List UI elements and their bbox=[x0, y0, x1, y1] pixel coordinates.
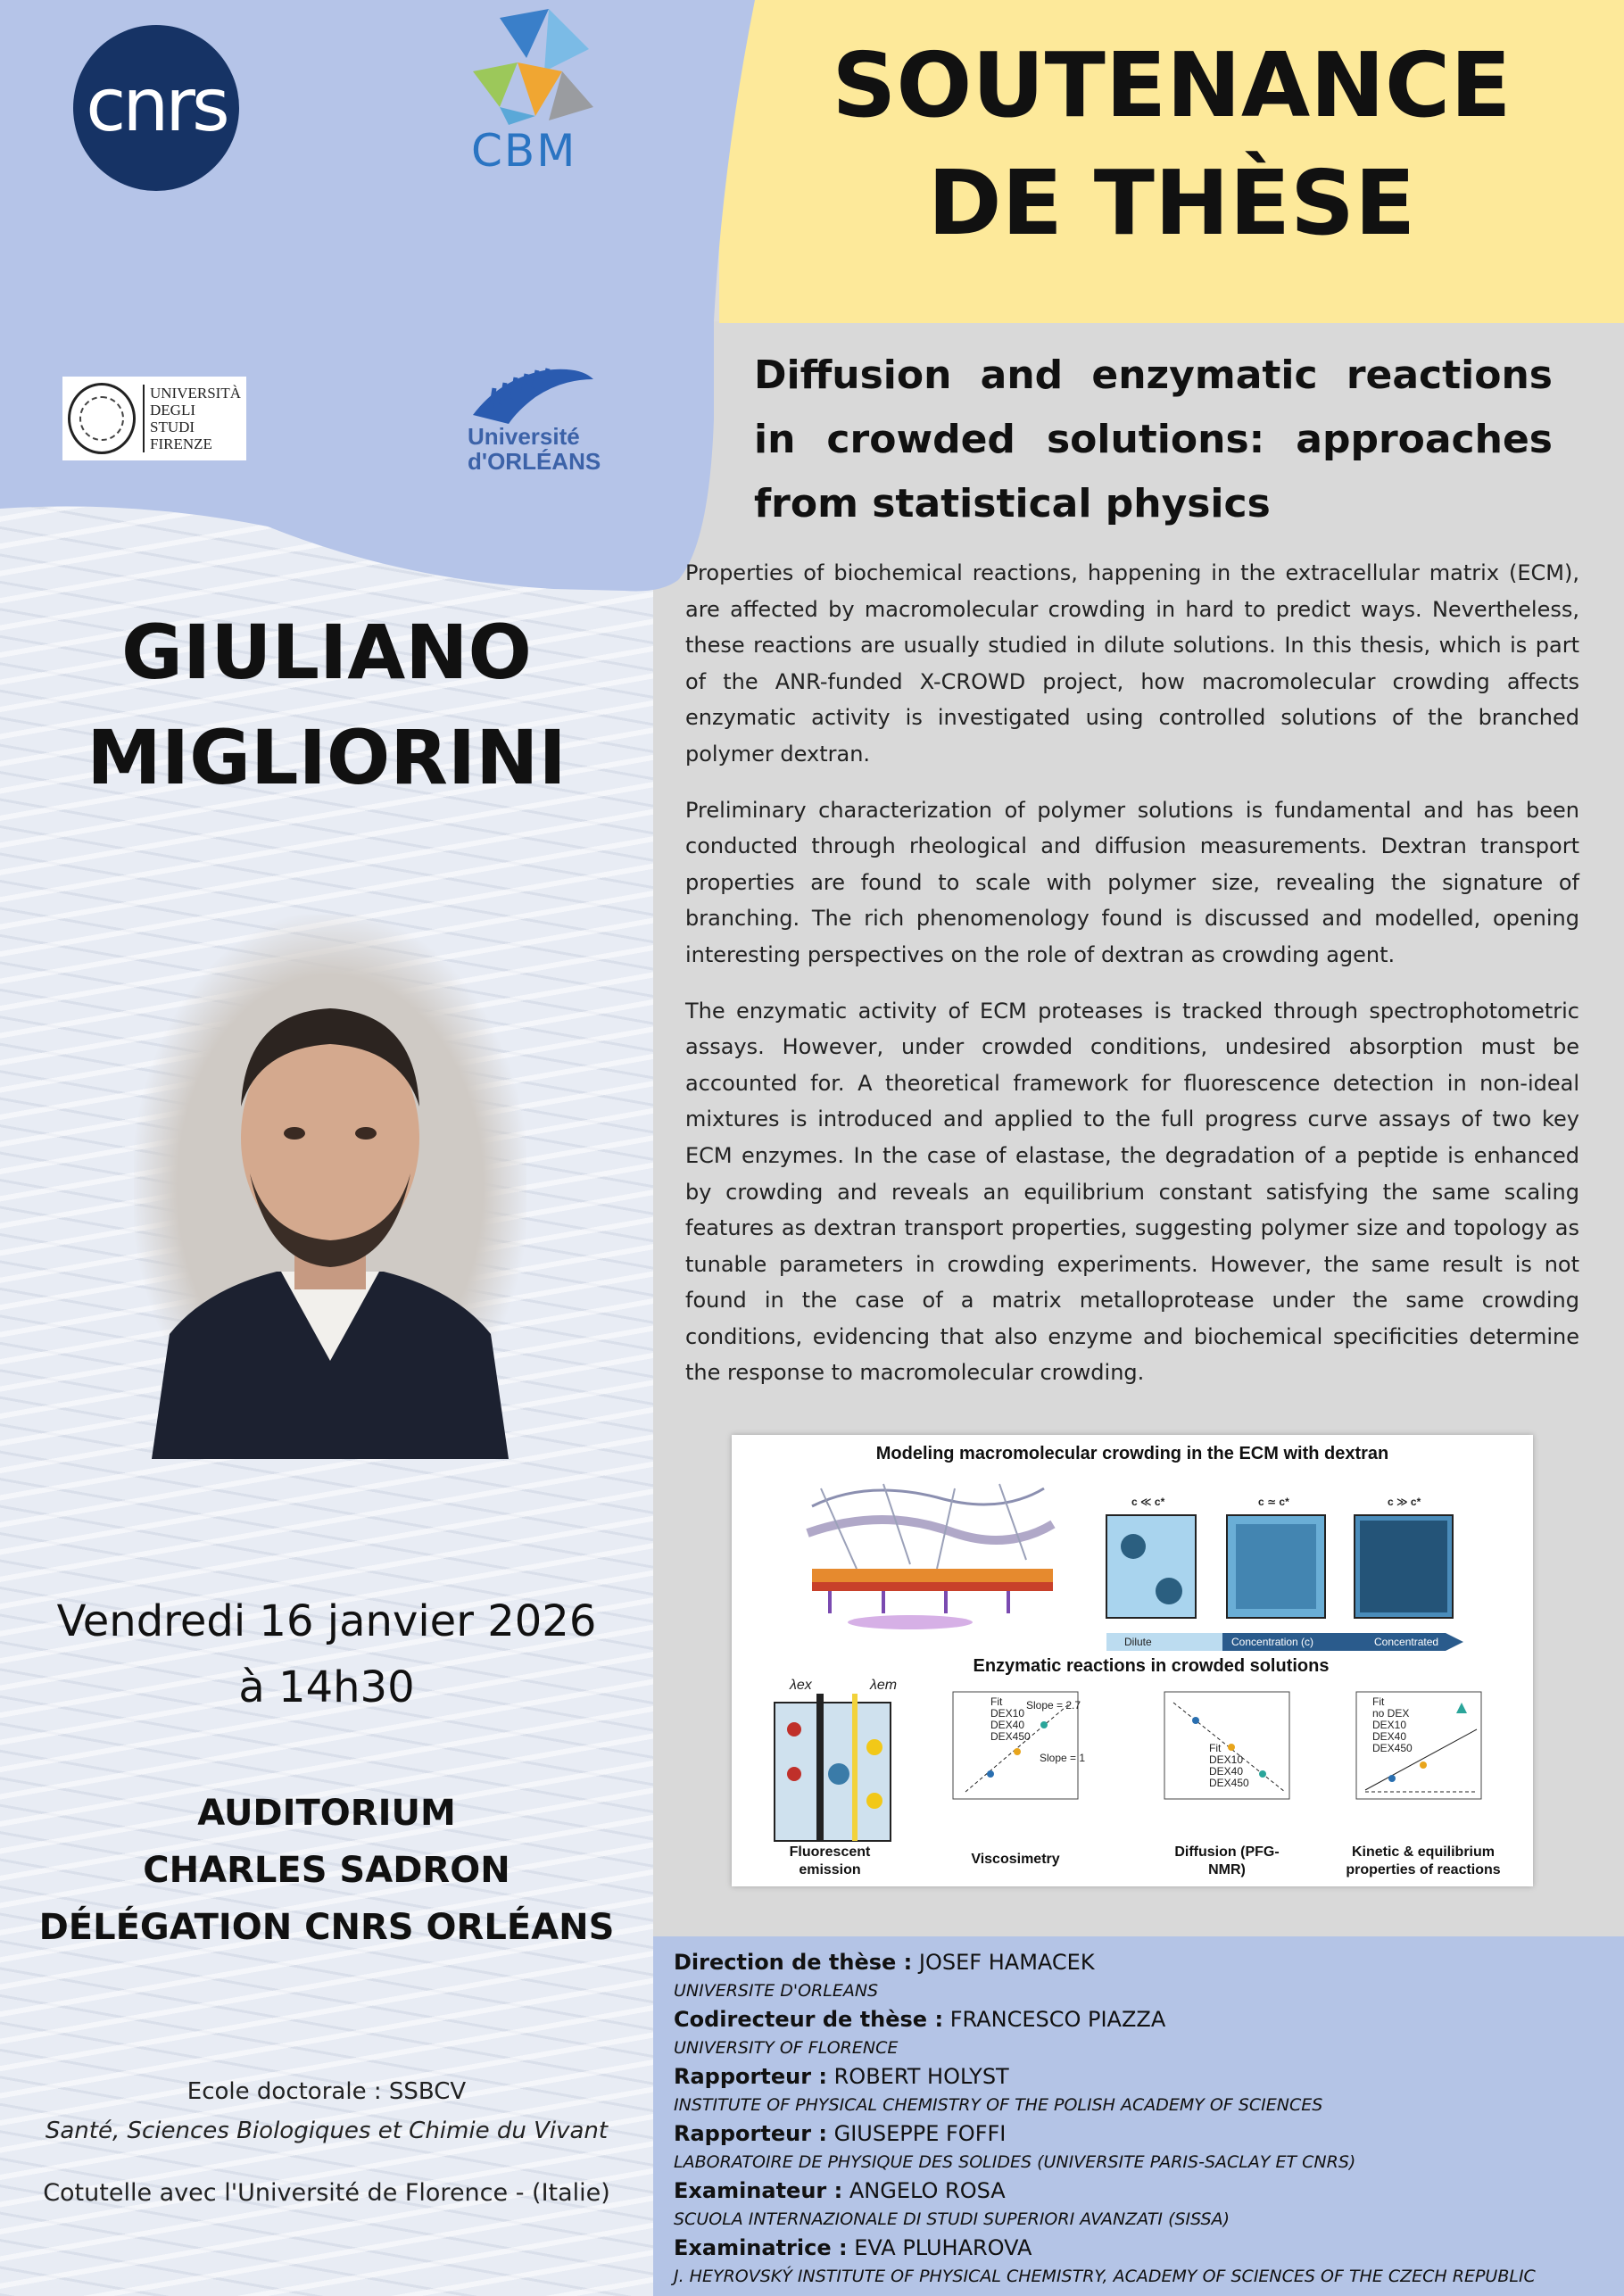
candidate-first-name: GIULIANO bbox=[121, 609, 532, 696]
jury-role: Rapporteur : bbox=[674, 2121, 827, 2146]
jury-affiliation: INSTITUTE OF PHYSICAL CHEMISTRY OF THE POLISH ACADEMY OF SCIENCES bbox=[674, 2095, 1323, 2115]
event-venue bbox=[0, 1785, 653, 1956]
fluorescence-cuvette bbox=[775, 1694, 891, 1841]
jury-affiliation: UNIVERSITY OF FLORENCE bbox=[674, 2038, 899, 2058]
jury-name: ANGELO ROSA bbox=[849, 2178, 1006, 2203]
jury-member-line bbox=[674, 2061, 1620, 2092]
jury-name: GIUSEPPE FOFFI bbox=[833, 2121, 1007, 2146]
cnrs-logo: cnrs bbox=[73, 25, 239, 191]
lambda-em-label: λem bbox=[870, 1678, 898, 1693]
jury-affiliation: J. HEYROVSKÝ INSTITUTE OF PHYSICAL CHEMISTRY, ACADEMY OF SCIENCES OF THE CZECH REPUBLIC bbox=[674, 2267, 1536, 2286]
jury-name: JOSEF HAMACEK bbox=[918, 1950, 1095, 1975]
firenze-logo-text: UNIVERSITÀ DEGLI STUDI FIRENZE bbox=[143, 385, 241, 452]
summary-figure bbox=[732, 1435, 1533, 1886]
jury-member bbox=[674, 2176, 1620, 2233]
arrow-label-concentrated: Concentrated bbox=[1374, 1636, 1439, 1648]
venue-line-2: CHARLES SADRON bbox=[143, 1850, 510, 1891]
lambda-ex-label: λex bbox=[790, 1678, 812, 1693]
jury-role: Examinateur : bbox=[674, 2178, 843, 2203]
jury-affiliation: LABORATOIRE DE PHYSIQUE DES SOLIDES (UNIVERSITE PARIS-SACLAY ET CNRS) bbox=[674, 2152, 1356, 2172]
portrait-illustration bbox=[134, 915, 526, 1459]
figure-title: Modeling macromolecular crowding in the ECM with dextran bbox=[875, 1444, 1389, 1463]
jury-role: Codirecteur de thèse : bbox=[674, 2007, 944, 2032]
candidate-photo bbox=[134, 915, 526, 1459]
jury-role: Rapporteur : bbox=[674, 2064, 827, 2089]
title-line-1: SOUTENANCE bbox=[832, 33, 1512, 137]
jury-member bbox=[674, 2233, 1620, 2290]
slope-label-2: Slope = 1 bbox=[1040, 1752, 1086, 1764]
cotutelle-note: Cotutelle avec l'Université de Florence - (Italie) bbox=[43, 2179, 610, 2207]
event-date bbox=[0, 1588, 653, 1720]
caption-kinetic: Kinetic & equilibrium properties of reactions bbox=[1346, 1844, 1501, 1877]
jury-role: Examinatrice : bbox=[674, 2235, 848, 2260]
jury-member bbox=[674, 2061, 1620, 2118]
jury-name: EVA PLUHAROVA bbox=[854, 2235, 1032, 2260]
doctoral-school-full-name: Santé, Sciences Biologiques et Chimie du Vivant bbox=[45, 2118, 609, 2144]
venue-line-3: DÉLÉGATION CNRS ORLÉANS bbox=[38, 1907, 615, 1948]
orleans-logo-text-1: Université bbox=[468, 423, 580, 450]
caption-viscosimetry: Viscosimetry bbox=[971, 1852, 1060, 1867]
jury-name: FRANCESCO PIAZZA bbox=[949, 2007, 1166, 2032]
figure-subtitle: Enzymatic reactions in crowded solutions bbox=[973, 1656, 1330, 1676]
cbm-logo-text: CBM bbox=[471, 125, 577, 177]
jury-list bbox=[674, 1947, 1620, 2290]
arrow-label-concentration: Concentration (c) bbox=[1231, 1636, 1314, 1648]
jury-affiliation: SCUOLA INTERNAZIONALE DI STUDI SUPERIORI AVANZATI (SISSA) bbox=[674, 2209, 1230, 2229]
candidate-name bbox=[0, 600, 653, 810]
abstract-paragraph: Properties of biochemical reactions, happening in the extracellular matrix (ECM), are affected by macromolecular crowding in hard to predict ways. Nevertheless, these reactions are usually studied in dilute solutions. In this thesis, which is part of the ANR-funded X-CROWD project, how macromolecular crowding affects enzymatic activity is investigated using controlled solutions of the branched polymer dextran. bbox=[685, 560, 1579, 767]
abstract-paragraph: Preliminary characterization of polymer solutions is fundamental and has been conducted through rheological and diffusion measurements. Dextran transport properties are found to scale with polymer size, revealing the signature of branching. The rich phenomenology found is discussed and modelled, opening interesting perspectives on the role of dextran as crowding agent. bbox=[685, 797, 1579, 967]
slope-label-1: Slope = 2.7 bbox=[1026, 1699, 1081, 1712]
jury-affiliation: UNIVERSITE D'ORLEANS bbox=[674, 1981, 879, 2001]
jury-member-line bbox=[674, 2233, 1620, 2263]
jury-member-line bbox=[674, 2118, 1620, 2149]
firenze-logo bbox=[62, 377, 246, 460]
event-time-line: à 14h30 bbox=[238, 1662, 415, 1712]
poster-title bbox=[719, 27, 1624, 262]
conc-label-concentrated: c ≫ c* bbox=[1388, 1496, 1421, 1508]
concentration-panels bbox=[1106, 1515, 1463, 1651]
venue-line-1: AUDITORIUM bbox=[197, 1793, 456, 1834]
jury-member bbox=[674, 2004, 1620, 2061]
caption-diffusion: Diffusion (PFG-NMR) bbox=[1174, 1844, 1280, 1877]
caption-fluorescent: Fluorescent emission bbox=[789, 1844, 871, 1877]
jury-name: ROBERT HOLYST bbox=[833, 2064, 1009, 2089]
jury-member-line bbox=[674, 2176, 1620, 2206]
title-line-2: DE THÈSE bbox=[927, 151, 1416, 255]
kinetic-legend: Fit no DEX DEX10 DEX40 DEX450 bbox=[1372, 1695, 1413, 1754]
diffusion-legend: Fit DEX10 DEX40 DEX450 bbox=[1209, 1742, 1249, 1789]
ecm-sketch bbox=[808, 1484, 1053, 1629]
jury-member-line bbox=[674, 2004, 1620, 2035]
jury-member bbox=[674, 1947, 1620, 2004]
orleans-logo-text-2: d'ORLÉANS bbox=[468, 448, 601, 475]
jury-role: Direction de thèse : bbox=[674, 1950, 913, 1975]
doctoral-school bbox=[0, 2072, 653, 2151]
event-date-line: Vendredi 16 janvier 2026 bbox=[56, 1596, 597, 1646]
seal-icon bbox=[68, 383, 136, 454]
candidate-last-name: MIGLIORINI bbox=[87, 714, 567, 801]
abstract-paragraph: The enzymatic activity of ECM proteases is tracked through spectrophotometric assays. However, under crowded conditions, undesired absorption must be accounted for. A theoretical framework for fluorescence detection in non-ideal mixtures is introduced and applied to the full progress curve assays of two key ECM enzymes. In the case of elastase, the degradation of a peptide is enhanced by crowding and reveals an equilibrium constant satisfying the same scaling features as dextran transport properties, suggesting polymer size and topology as tunable parameters in crowding experiments. However, the same result is not found in the case of a matrix metalloprotease under the same crowding conditions, evidencing that also enzyme and biochemical specificities determine the response to macromolecular crowding. bbox=[685, 998, 1579, 1386]
thesis-title: Diffusion and enzymatic reactions in crowded solutions: approaches from statistical physics bbox=[754, 352, 1553, 526]
conc-label-dilute: c ≪ c* bbox=[1131, 1496, 1165, 1508]
abstract bbox=[685, 555, 1579, 1411]
jury-member-line bbox=[674, 1947, 1620, 1977]
jury-member bbox=[674, 2118, 1620, 2176]
doctoral-school-name: Ecole doctorale : SSBCV bbox=[186, 2078, 467, 2105]
viscosimetry-legend: Fit DEX10 DEX40 DEX450 bbox=[990, 1695, 1031, 1743]
arrow-label-dilute: Dilute bbox=[1124, 1636, 1152, 1648]
conc-label-overlap: c ≃ c* bbox=[1258, 1496, 1289, 1508]
